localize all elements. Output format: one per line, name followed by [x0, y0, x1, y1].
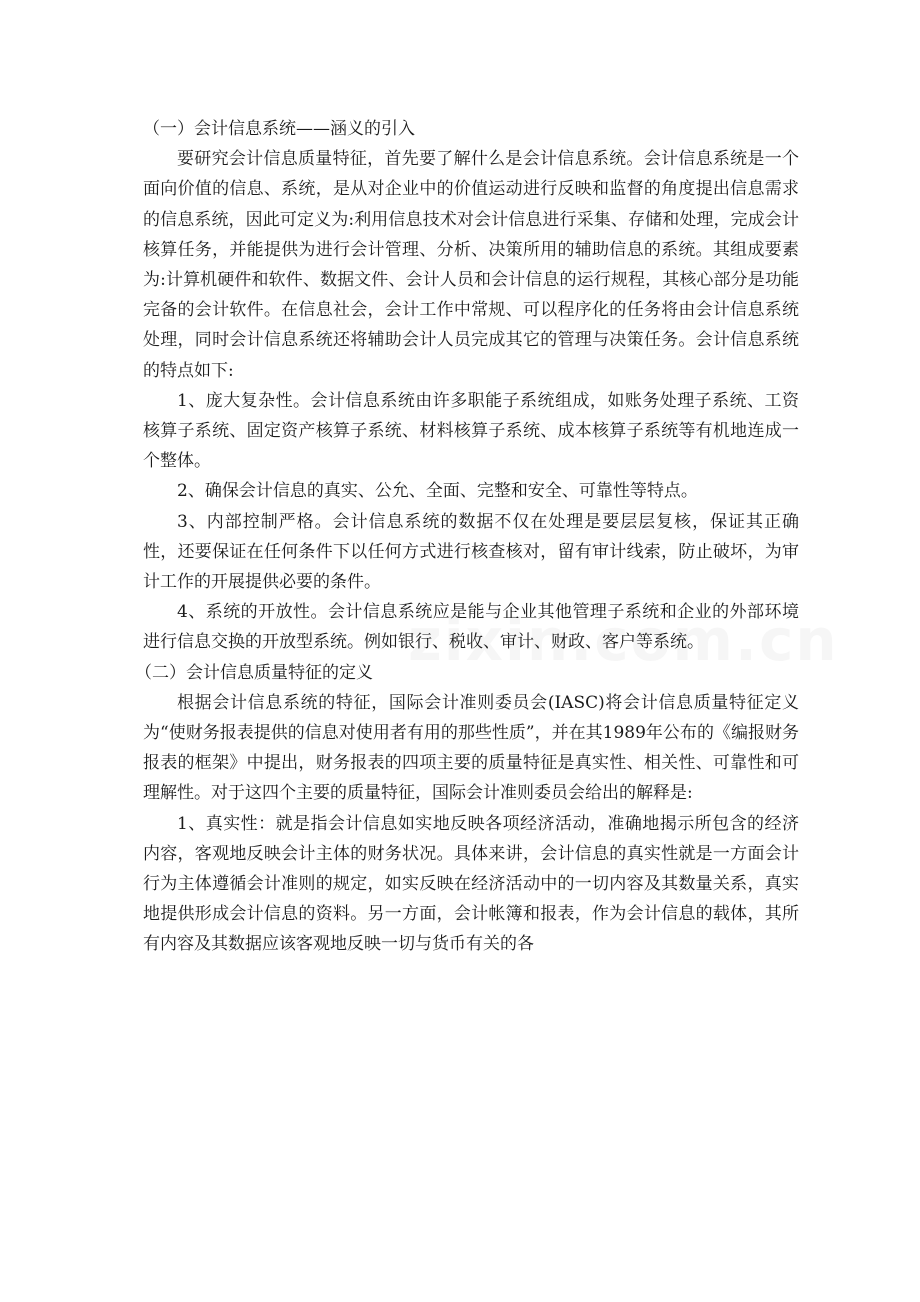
paragraph-feature-2: 2、确保会计信息的真实、公允、全面、完整和安全、可靠性等特点。	[177, 481, 698, 502]
paragraph-feature-1: 1、庞大复杂性。会计信息系统由许多职能子系统组成，如账务处理子系统、工资核算子系统、固定资产核算子系统、材料核算子系统、成本核算子系统等有机地连成一个整体。	[143, 390, 799, 472]
paragraph-definition: 要研究会计信息质量特征，首先要了解什么是会计信息系统。会计信息系统是一个面向价值的信息、系统，是从对企业中的价值运动进行反映和监督的角度提出信息需求的信息系统，因此可定义为:利用信息技术对会计信息进行采集、存储和处理，完成会计核算任务，并能提供为进行会计管理、分析、决策所用的辅助信息的系统。其组成要素为:计算机硬件和软件、数据文件、会计人员和会计信息的运行规程，其核心部分是功能完备的会计软件。在信息社会，会计工作中常规、可以程序化的任务将由会计信息系统处理，同时会计信息系统还将辅助会计人员完成其它的管理与决策任务。会计信息系统的特点如下:	[143, 149, 799, 381]
section-2-heading: （二）会计信息质量特征的定义	[135, 662, 373, 683]
paragraph-authenticity: 1、真实性：就是指会计信息如实地反映各项经济活动，准确地揭示所包含的经济内容，客观地反映会计主体的财务状况。具体来讲，会计信息的真实性就是一方面会计行为主体遵循会计准则的规定，如实反映在经济活动中的一切内容及其数量关系，真实地提供形成会计信息的资料。另一方面，会计帐簿和报表，作为会计信息的载体，其所有内容及其数据应该客观地反映一切与货币有关的各	[143, 813, 799, 955]
section-1-heading: （一）会计信息系统——涵义的引入	[143, 119, 415, 139]
paragraph-feature-3: 3、内部控制严格。会计信息系统的数据不仅在处理是要层层复核，保证其正确性，还要保证在任何条件下以任何方式进行核查核对，留有审计线索，防止破坏，为审计工作的开展提供必要的条件。	[143, 511, 799, 593]
paragraph-iasc-definition: 根据会计信息系统的特征，国际会计准则委员会(IASC)将会计信息质量特征定义为“使财务报表提供的信息对使用者有用的那些性质”，并在其1989年公布的《编报财务报表的框架》中提出，财务报表的四项主要的质量特征是真实性、相关性、可靠性和可理解性。对于这四个主要的质量特征，国际会计准则委员会给出的解释是:	[143, 692, 799, 804]
document-body	[135, 114, 799, 960]
paragraph-feature-4: 4、系统的开放性。会计信息系统应是能与企业其他管理子系统和企业的外部环境进行信息交换的开放型系统。例如银行、税收、审计、财政、客户等系统。	[143, 602, 799, 653]
